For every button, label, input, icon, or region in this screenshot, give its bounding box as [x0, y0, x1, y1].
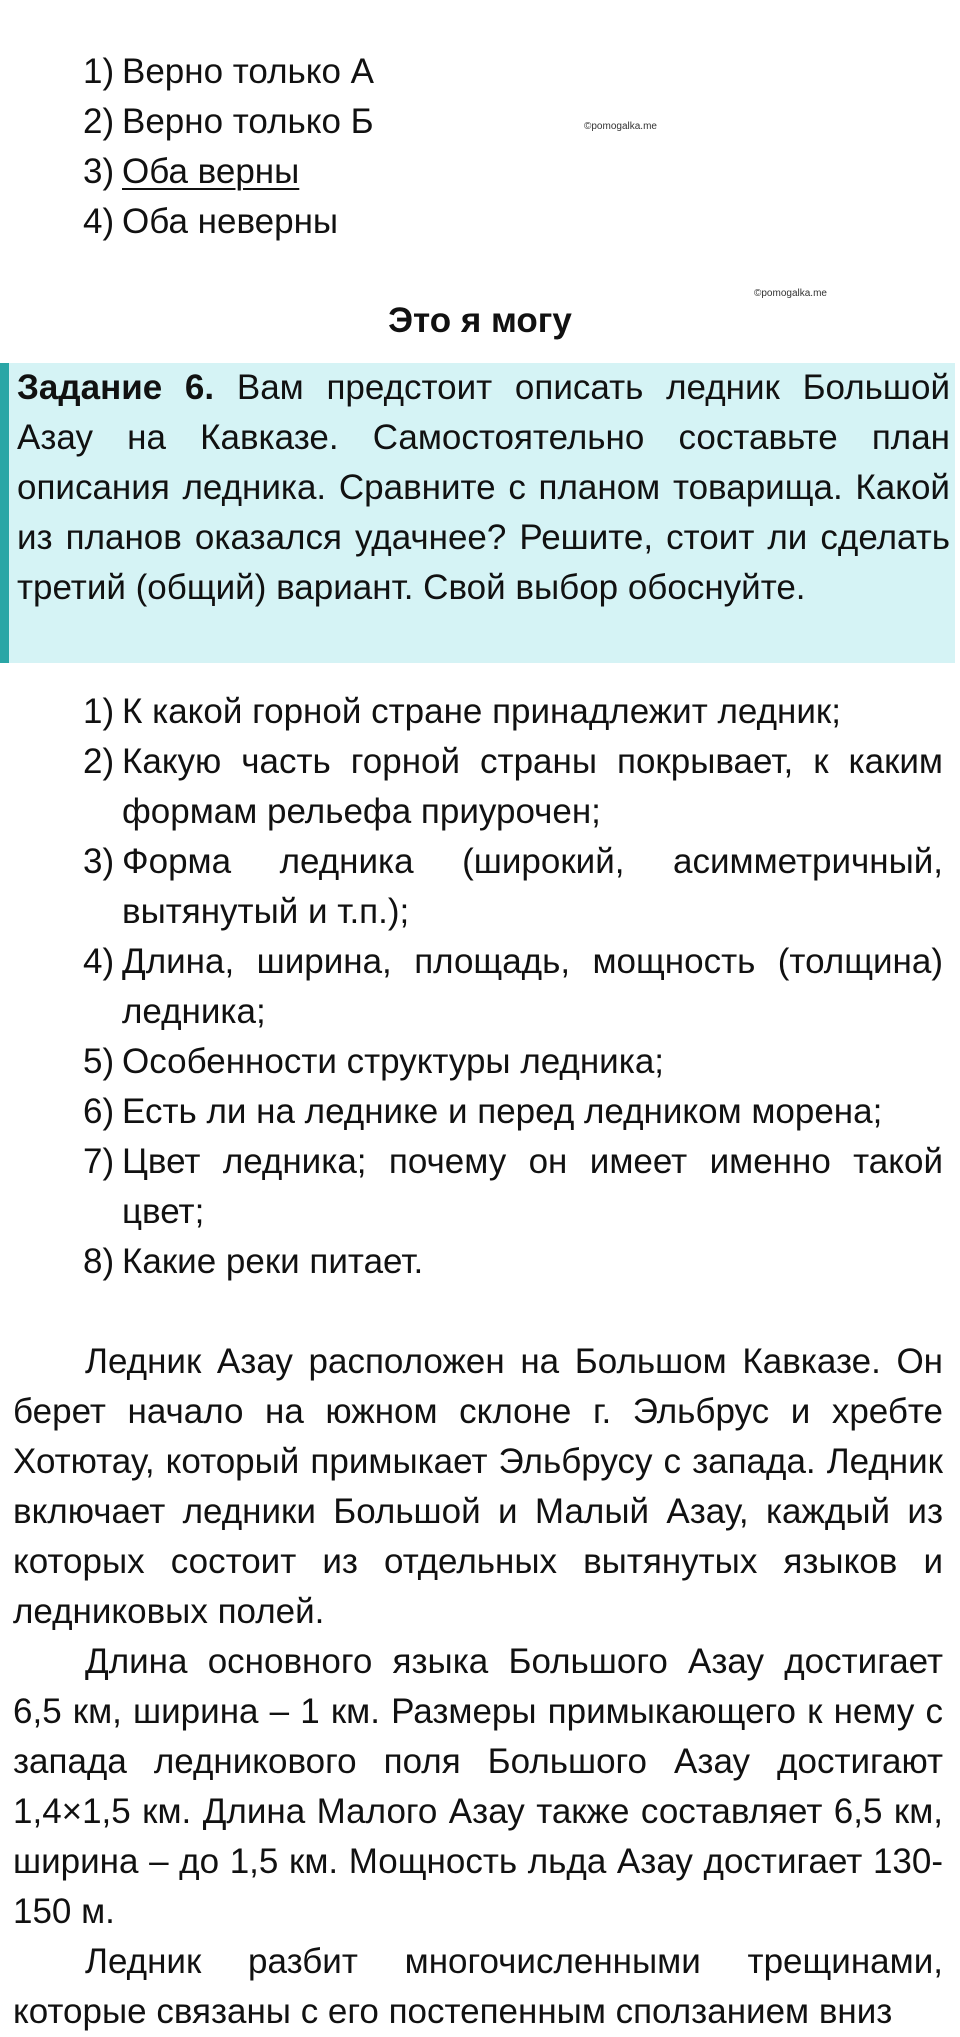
- task-label: Задание 6.: [17, 368, 215, 407]
- paragraph: Длина основного языка Большого Азау достигает 6,5 км, ширина – 1 км. Размеры примыкающего к нему с запада ледникового поля Большого Азау достигают 1,4×1,5 км. Длина Малого Азау также составляет 6,5 км, ширина – до 1,5 км. Мощность льда Азау достигает 130-150 м.: [13, 1642, 943, 1931]
- plan-item-text: К какой горной стране принадлежит ледник;: [122, 692, 841, 731]
- answer-options-list: [83, 47, 803, 247]
- plan-item-text: Особенности структуры ледника;: [122, 1042, 665, 1081]
- plan-item-text: Есть ли на леднике и перед ледником морена;: [122, 1092, 883, 1131]
- answer-option: [83, 47, 803, 97]
- answer-option-text: Оба неверны: [122, 202, 339, 241]
- plan-list: [83, 687, 943, 1287]
- answer-option-text: Верно только Б: [122, 102, 374, 141]
- plan-item: [83, 1137, 943, 1237]
- plan-item: [83, 1037, 943, 1087]
- answer-option-text: Верно только А: [122, 52, 375, 91]
- answer-option: [83, 197, 803, 247]
- plan-item-number: 8): [83, 1242, 115, 1281]
- plan-item: [83, 1087, 943, 1137]
- plan-item-text: Какую часть горной страны покрывает, к каким формам рельефа приурочен;: [122, 742, 943, 831]
- plan-item-number: 6): [83, 1092, 115, 1131]
- plan-item-text: Какие реки питает.: [122, 1242, 424, 1281]
- answer-option-number: 4): [83, 202, 115, 241]
- section-title: Это я могу: [388, 301, 572, 340]
- plan-item-number: 3): [83, 842, 115, 881]
- answer-text: [13, 1337, 943, 2037]
- plan-item-number: 1): [83, 692, 115, 731]
- plan-item: [83, 1237, 943, 1287]
- plan-item-number: 4): [83, 942, 115, 981]
- task-body: Вам предстоит описать ледник Большой Азау на Кавказе. Самостоятельно составьте план описания ледника. Сравните с планом товарища. Какой из планов оказался удачнее? Решите, стоит ли сделать третий (общий) вариант. Свой выбор обоснуйте.: [17, 368, 950, 607]
- plan-item-number: 7): [83, 1142, 115, 1181]
- plan-item: [83, 937, 943, 1037]
- plan-item: [83, 837, 943, 937]
- answer-option-correct: [83, 147, 803, 197]
- plan-item-number: 5): [83, 1042, 115, 1081]
- watermark: ©pomogalka.me: [584, 121, 657, 132]
- task-box: [0, 363, 955, 663]
- plan-item: [83, 737, 943, 837]
- plan-item-text: Цвет ледника; почему он имеет именно такой цвет;: [122, 1142, 943, 1231]
- answer-option: [83, 97, 803, 147]
- answer-option-text-underlined: Оба верны: [122, 152, 300, 191]
- answer-option-number: 3): [83, 152, 115, 191]
- plan-item-text: Длина, ширина, площадь, мощность (толщина) ледника;: [122, 942, 943, 1031]
- plan-item-text: Форма ледника (широкий, асимметричный, вытянутый и т.п.);: [122, 842, 943, 931]
- plan-item-number: 2): [83, 742, 115, 781]
- answer-option-number: 2): [83, 102, 115, 141]
- paragraph: Ледник Азау расположен на Большом Кавказе. Он берет начало на южном склоне г. Эльбрус и хребте Хотютау, который примыкает Эльбрусу с запада. Ледник включает ледники Большой и Малый Азау, каждый из которых состоит из отдельных вытянутых языков и ледниковых полей.: [13, 1342, 943, 1631]
- task-text: [17, 363, 950, 613]
- paragraph: Ледник разбит многочисленными трещинами, которые связаны с его постепенным сползанием вниз: [13, 1942, 943, 2031]
- answer-option-number: 1): [83, 52, 115, 91]
- plan-item: [83, 687, 943, 737]
- watermark: ©pomogalka.me: [754, 288, 827, 299]
